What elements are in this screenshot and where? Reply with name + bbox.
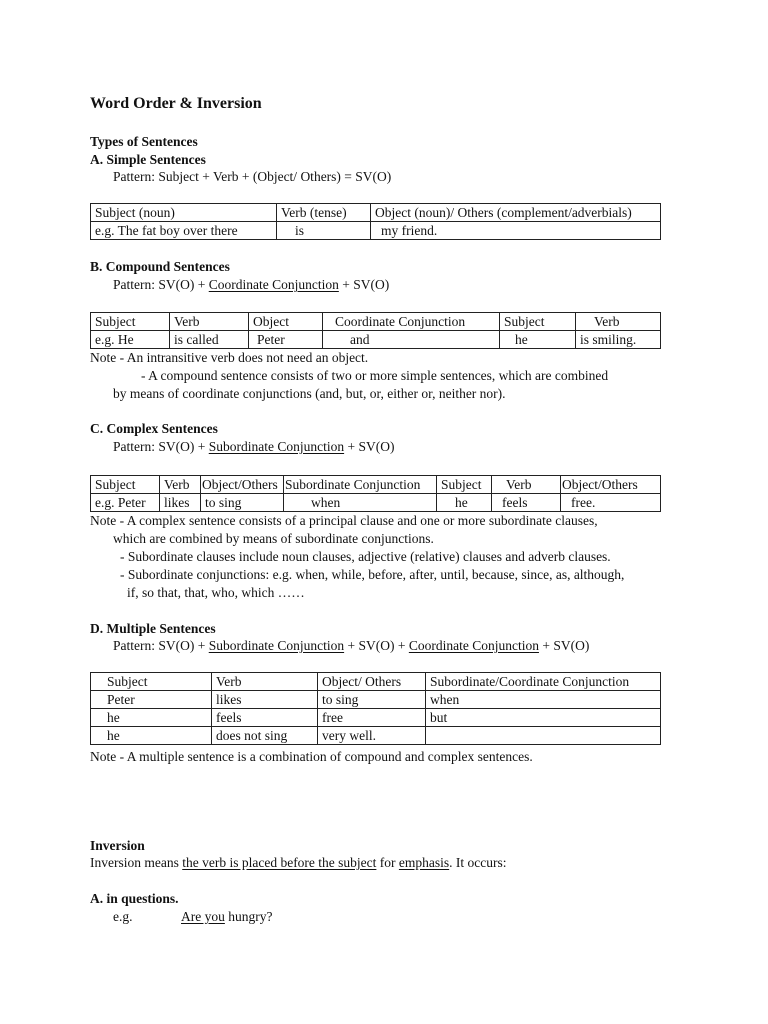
table-row [91,709,661,727]
types-heading: Types of Sentences [90,134,198,149]
table-cell: Subject [437,476,492,494]
table-cell: likes [160,494,201,512]
section-d-heading: D. Multiple Sentences [90,621,216,636]
section-a-pattern: Pattern: Subject + Verb + (Object/ Others) = SV(O) [113,169,392,184]
table-cell: Verb [576,313,661,331]
table-cell: Verb [492,476,561,494]
table-row [91,222,661,240]
table-cell: but [426,709,661,727]
section-c-note-5: if, so that, that, who, which …… [127,585,305,600]
table-row [91,331,661,349]
table-cell: Verb [170,313,249,331]
section-d-note: Note - A multiple sentence is a combination of compound and complex sentences. [90,749,533,764]
table-cell: e.g. Peter [91,494,160,512]
section-b-note-3: by means of coordinate conjunctions (and, but, or, either or, neither nor). [113,386,506,401]
table-cell: does not sing [212,727,318,745]
section-c-heading: C. Complex Sentences [90,421,218,436]
section-b-heading: B. Compound Sentences [90,259,230,274]
section-c-note-3: - Subordinate clauses include noun clauses, adjective (relative) clauses and adverb clauses. [120,549,611,564]
section-c-pattern: Pattern: SV(O) + Subordinate Conjunction + SV(O) [113,439,395,454]
page-title: Word Order & Inversion [90,95,262,112]
section-b-pattern: Pattern: SV(O) + Coordinate Conjunction + SV(O) [113,277,390,292]
table-cell: Subject [91,476,160,494]
table-cell: to sing [201,494,284,512]
table-cell: Peter [249,331,323,349]
table-cell: when [426,691,661,709]
multiple-sentence-table [90,672,661,745]
table-cell: Verb (tense) [277,204,371,222]
table-cell: e.g. He [91,331,170,349]
table-cell [426,727,661,745]
inversion-eg-label: e.g. [113,909,133,924]
table-row [91,313,661,331]
table-cell: Object/Others [201,476,284,494]
inversion-heading: Inversion [90,838,145,853]
table-cell: he [437,494,492,512]
table-row [91,691,661,709]
table-cell: Subordinate Conjunction [284,476,437,494]
table-cell: Subordinate/Coordinate Conjunction [426,673,661,691]
table-row [91,204,661,222]
table-cell: very well. [318,727,426,745]
inversion-a-heading: A. in questions. [90,891,179,906]
table-cell: feels [212,709,318,727]
table-cell: when [284,494,437,512]
table-cell: e.g. The fat boy over there [91,222,277,240]
simple-sentence-table [90,203,661,240]
table-cell: free. [561,494,661,512]
section-c-note-4: - Subordinate conjunctions: e.g. when, while, before, after, until, because, since, as, although, [120,567,625,582]
section-b-note-2: - A compound sentence consists of two or more simple sentences, which are combined [141,368,609,383]
table-cell: to sing [318,691,426,709]
table-cell: Object/ Others [318,673,426,691]
complex-sentence-table [90,475,661,512]
table-cell: feels [492,494,561,512]
table-cell: is called [170,331,249,349]
table-row [91,673,661,691]
section-d-pattern: Pattern: SV(O) + Subordinate Conjunction + SV(O) + Coordinate Conjunction + SV(O) [113,638,590,653]
table-cell: Verb [160,476,201,494]
section-a-heading: A. Simple Sentences [90,152,206,167]
table-cell: Coordinate Conjunction [323,313,500,331]
table-cell: Peter [91,691,212,709]
table-cell: Subject [91,673,212,691]
table-cell: and [323,331,500,349]
table-cell: Subject [500,313,576,331]
table-cell: Verb [212,673,318,691]
section-c-note-1: Note - A complex sentence consists of a principal clause and one or more subordinate clauses, [90,513,598,528]
table-cell: Object/Others [561,476,661,494]
table-cell: he [91,709,212,727]
table-cell: my friend. [371,222,661,240]
inversion-example: Are you hungry? [181,909,273,924]
section-c-note-2: which are combined by means of subordinate conjunctions. [113,531,434,546]
compound-sentence-table [90,312,661,349]
table-cell: is [277,222,371,240]
table-row [91,476,661,494]
table-cell: he [500,331,576,349]
table-cell: he [91,727,212,745]
table-row [91,727,661,745]
table-cell: free [318,709,426,727]
table-cell: is smiling. [576,331,661,349]
section-b-note-1: Note - An intransitive verb does not need an object. [90,350,369,365]
table-cell: Subject (noun) [91,204,277,222]
table-row [91,494,661,512]
table-cell: Object (noun)/ Others (complement/adverbials) [371,204,661,222]
table-cell: likes [212,691,318,709]
table-cell: Subject [91,313,170,331]
table-cell: Object [249,313,323,331]
inversion-intro: Inversion means the verb is placed before the subject for emphasis. It occurs: [90,855,507,870]
